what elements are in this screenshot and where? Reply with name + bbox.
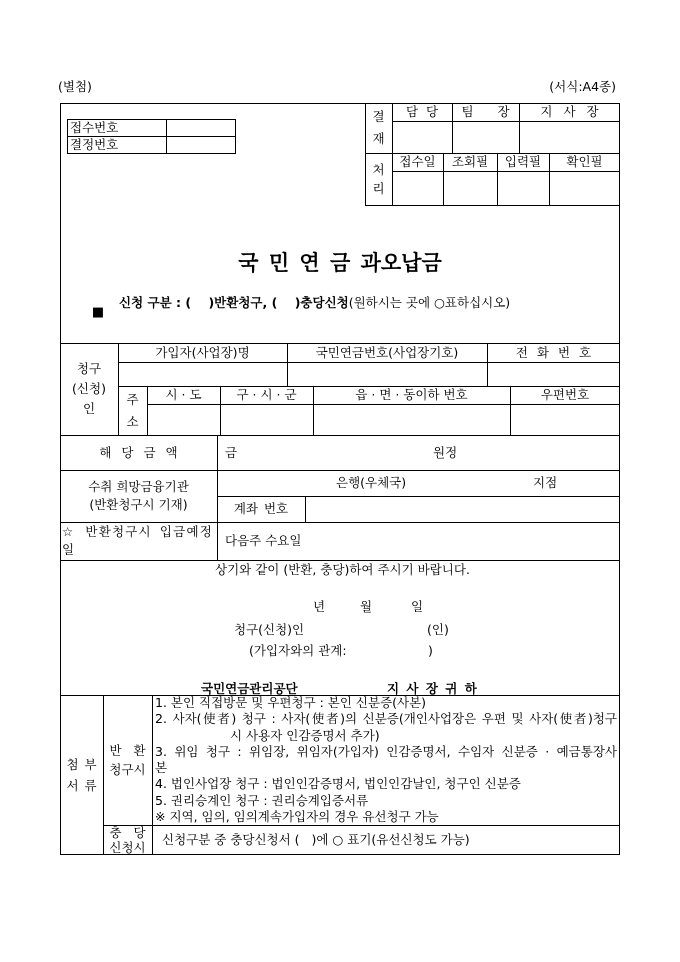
attachments-label-line: 첨 부 [66,757,97,772]
offset-request-label-line: 충 당 [109,825,146,840]
bank-label [60,470,217,522]
approval-team-lead-sign-box [453,122,519,153]
bank-label-line: (반환청구시 기재) [89,497,188,512]
application-type-note: (원하시는 곳에 ○표하십시오) [348,295,511,310]
address-district-header: 구 · 시 · 군 [236,387,297,403]
decision-number-label: 결정번호 [70,137,119,153]
receipt-number-value-cell [167,120,235,136]
claimant-label-line: 인 [82,401,96,416]
attachment-label: (별첨) [58,79,92,95]
offset-request-instruction: 신청구분 중 충당신청서 ( )에 ○ 표기(유선신청도 가능) [162,832,470,848]
processing-label-char: 처 [372,162,385,177]
approval-label-char: 재 [372,131,385,146]
relation-close: ) [428,642,433,658]
address-province-field [148,405,220,435]
refund-document-line: 3. 위임 청구 : 위임장, 위임자(가입자) 인감증명서, 수임자 신분증 · 예금통장사 [155,743,617,759]
address-district-field [221,405,313,435]
address-postal-code-header: 우편번호 [540,387,590,403]
member-name-header: 가입자(사업장)명 [155,344,250,360]
claimant-label [60,343,118,435]
bullet-square-icon: ■ [91,304,105,320]
amount-prefix: 금 [225,444,238,460]
address-street-header: 읍 · 면 · 동이하 번호 [355,387,468,403]
approval-branch-manager-header: 지 사 장 [540,104,599,120]
phone-number-field [488,363,620,386]
date-year-label: 년 [313,598,326,614]
receipt-number-label: 접수번호 [70,120,119,136]
signer-label: 청구(신청)인 [234,621,305,637]
approval-label-char: 결 [372,109,385,124]
date-day-label: 일 [411,598,424,614]
member-name-field [119,363,287,386]
approval-label [365,103,392,153]
processing-checked-header: 조회필 [451,154,489,170]
processing-label-char: 리 [372,181,385,196]
refund-request-label-line: 반 환 [109,743,146,758]
approval-branch-manager-sign-box [520,122,620,153]
processing-confirmed-header: 확인필 [566,154,603,170]
deposit-date-label: ☆ 반환청구시 입금예정일 [62,524,213,557]
bank-branch-label: 지점 [533,475,558,491]
approval-staff-header: 담 당 [405,104,439,120]
address-label [118,386,147,435]
refund-request-label-line: 청구시 [109,762,146,777]
processing-received-header: 접수일 [399,154,436,170]
address-label-char: 주 [126,391,139,407]
processing-entered-header: 입력필 [504,154,542,170]
phone-number-header: 전 화 번 호 [515,344,592,360]
bank-name-label: 은행(우체국) [336,475,407,491]
offset-request-label-line: 신청시 [109,840,146,855]
address-postal-code-field [511,405,620,435]
decision-number-value-cell [167,137,235,153]
attachments-label [60,695,103,855]
refund-document-line: 4. 법인사업장 청구 : 법인인감증명서, 법인인감날인, 청구인 신분증 [155,776,521,792]
amount-suffix: 원정 [433,444,458,460]
pension-number-field [288,363,487,386]
bank-label-line: 수취 희망금융기관 [88,479,189,494]
claimant-label-line: (신청) [72,381,106,396]
refund-request-label [103,695,152,825]
account-number-field [306,497,620,522]
deposit-date-value: 다음주 수요일 [225,533,302,549]
approval-team-lead-header: 팀 장 [461,104,510,120]
date-month-label: 월 [360,598,373,614]
claimant-label-line: 청구 [76,361,102,376]
relation-label: (가입자와의 관계: [249,642,347,658]
request-statement: 상기와 같이 (반환, 충당)하여 주시기 바랍니다. [215,561,470,577]
address-province-header: 시 · 도 [165,387,202,403]
application-type-line [119,294,614,312]
account-number-label: 계좌 번호 [233,501,289,517]
form-spec-label: (서식:A4종) [549,79,616,95]
seal-mark: (인) [427,621,449,637]
pension-number-header: 국민연금번호(사업장기호) [315,344,459,360]
address-street-field [314,405,510,435]
form-title: 국 민 연 금 과오납금 [238,250,442,276]
application-type-options: 신청 구분 : ( )반환청구, ( )충당신청 [119,295,349,310]
approval-staff-sign-box [393,122,452,153]
refund-document-line: 1. 본인 직접방문 및 우편청구 : 본인 신분증(사본) [155,695,427,710]
refund-document-line: 2. 사자(使者) 청구 : 사자(使者)의 신분증(개인사업장은 우편 및 사자(使者)청구 [155,711,617,727]
refund-document-line: 본 [155,760,168,775]
recipient-title: 지 사 장 귀 하 [387,680,477,696]
recipient-organization: 국민연금관리공단 [201,680,298,696]
amount-label: 해 당 금 액 [99,444,178,460]
refund-document-list [155,695,617,825]
processing-label [365,153,392,205]
attachments-label-line: 서 류 [66,778,97,793]
offset-request-label [103,825,152,855]
address-label-char: 소 [126,413,139,429]
refund-document-line: ※ 지역, 임의, 임의계속가입자의 경우 유선청구 가능 [155,808,439,824]
refund-document-line: 시 사용자 인감증명서 추가) [230,727,380,743]
refund-document-line: 5. 권리승계인 청구 : 권리승계입증서류 [155,792,369,808]
